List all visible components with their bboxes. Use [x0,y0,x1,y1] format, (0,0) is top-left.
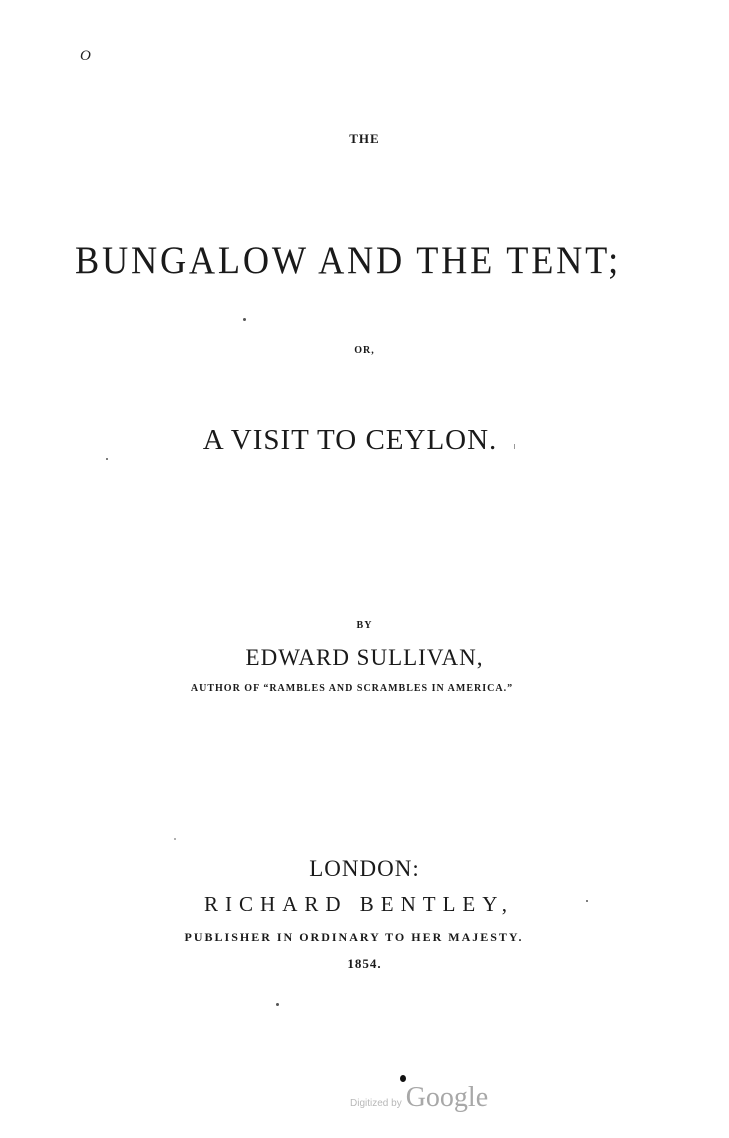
publisher-name: RICHARD BENTLEY, [204,892,514,916]
title-conjunction: OR, [354,345,375,356]
publication-city: LONDON: [309,856,420,881]
title-prefix: THE [349,131,380,146]
digitization-watermark [350,1082,488,1114]
author-credit: AUTHOR OF “RAMBLES AND SCRAMBLES IN AMERICA.” [190,683,514,694]
scan-speck [514,444,515,449]
scan-speck [106,458,108,460]
scan-speck [276,1003,279,1006]
corner-mark: O [80,48,91,64]
book-subtitle: A VISIT TO CEYLON. [202,424,498,456]
byline-label: BY [356,620,373,631]
publisher-role: PUBLISHER IN ORDINARY TO HER MAJESTY. [184,930,524,944]
author-name: EDWARD SULLIVAN, [245,645,484,670]
publication-year: 1854. [347,956,382,971]
google-logo: Google [405,1082,489,1113]
scan-speck [400,1075,406,1082]
book-title: BUNGALOW AND THE TENT; [75,239,621,282]
scan-speck [174,838,176,840]
watermark-prefix: Digitized by [350,1098,402,1109]
scan-speck [586,900,588,902]
scan-speck [243,318,246,321]
